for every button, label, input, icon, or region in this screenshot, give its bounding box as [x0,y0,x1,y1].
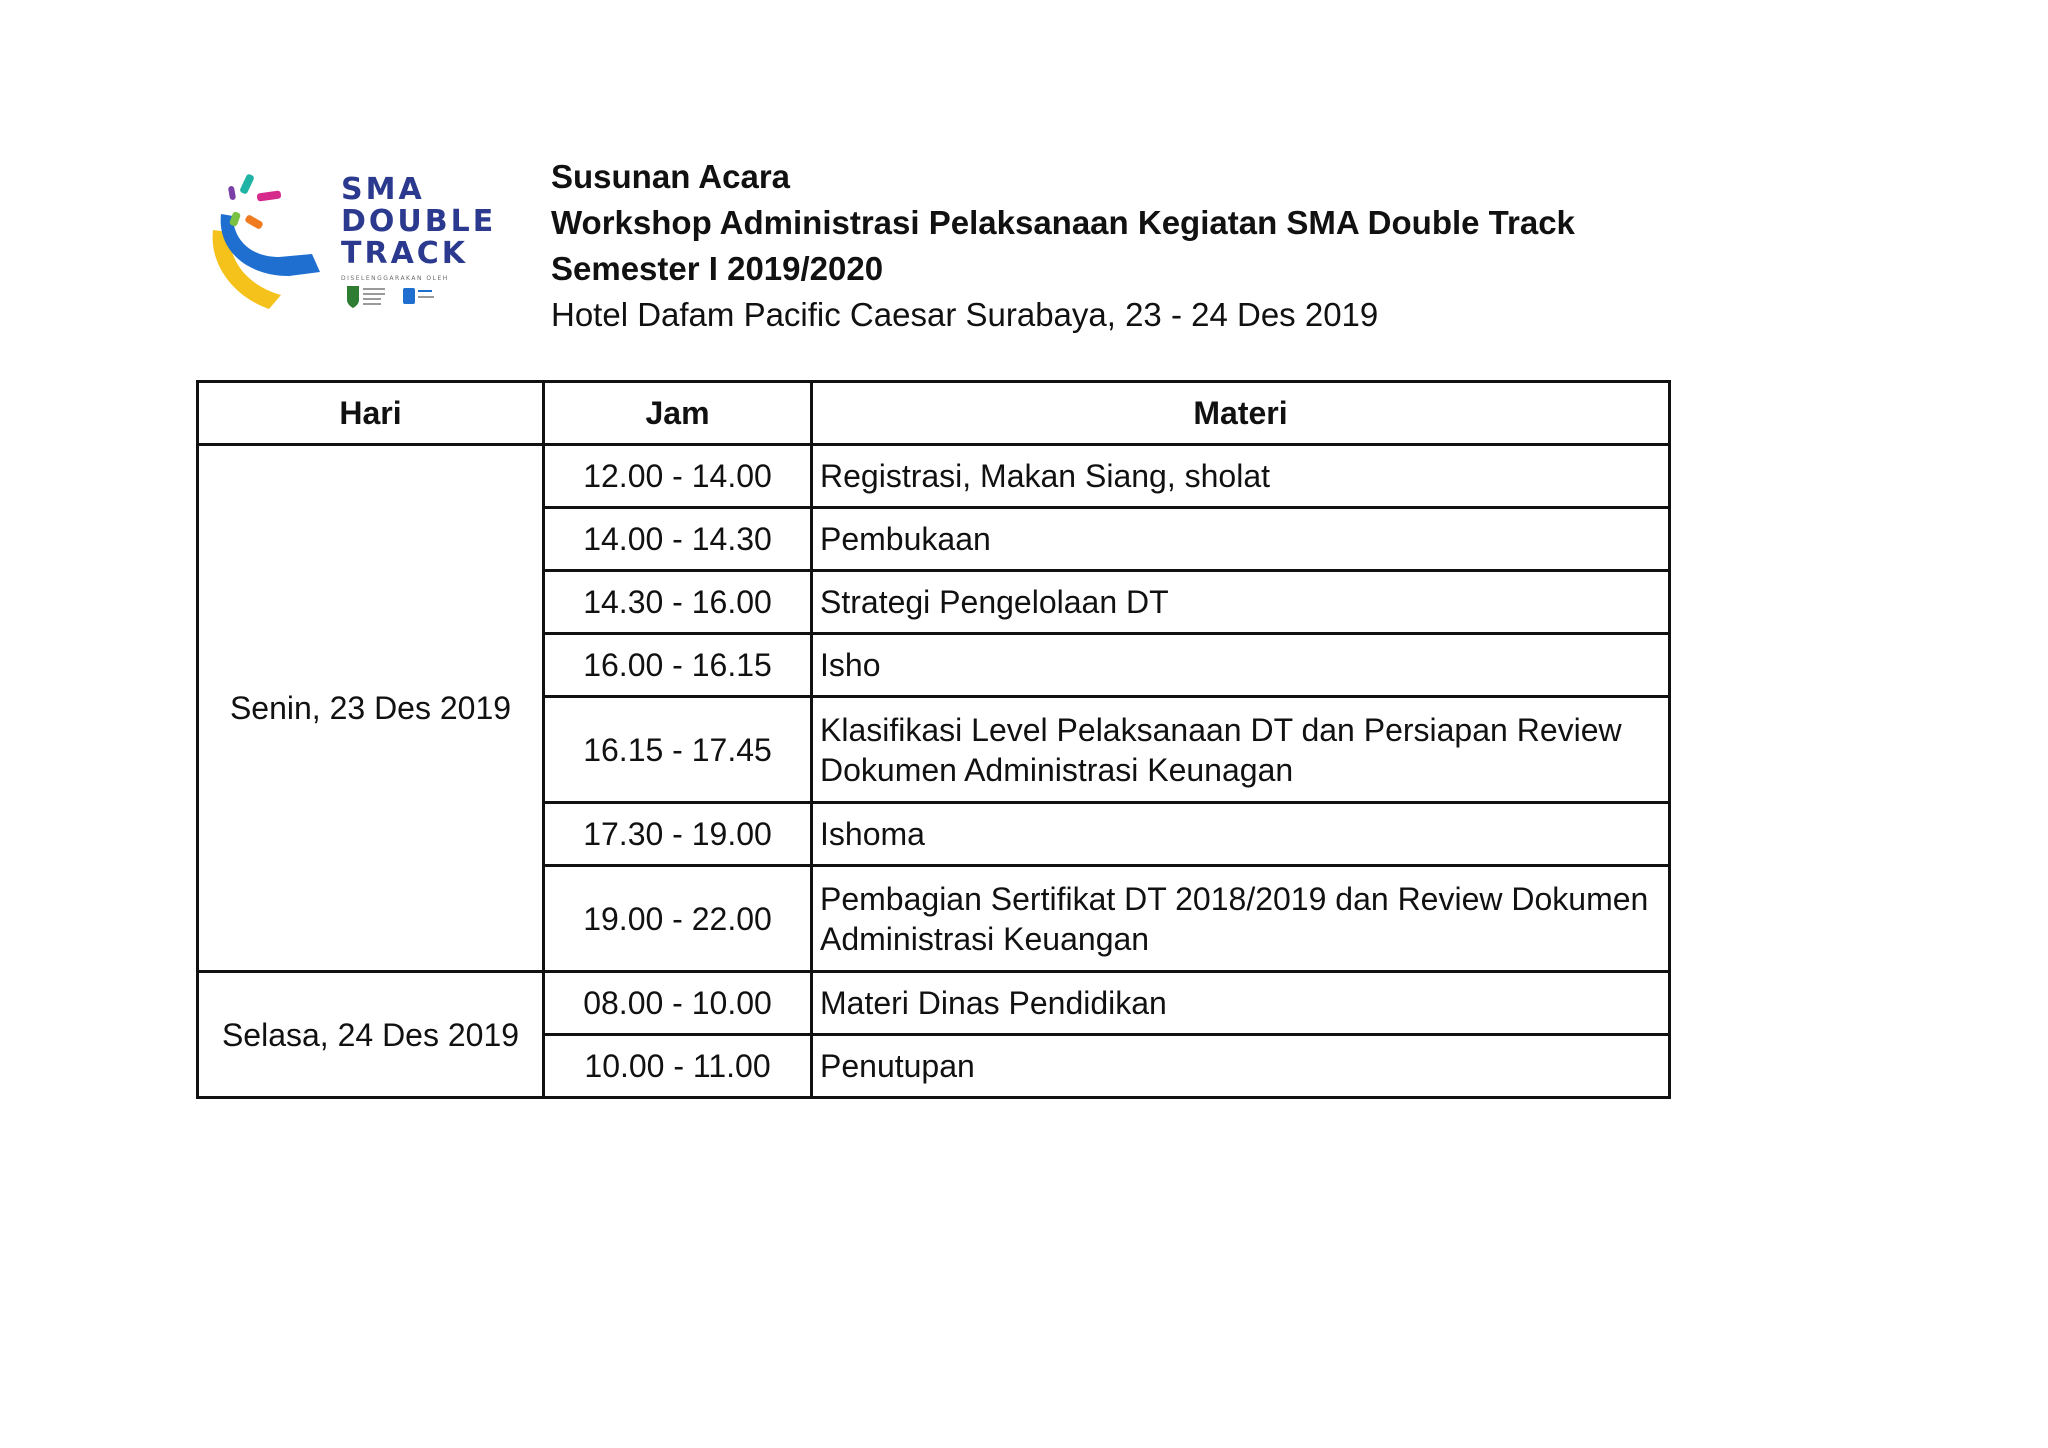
column-header-hari: Hari [198,382,544,445]
column-header-materi: Materi [812,382,1670,445]
topic-cell: Isho [812,634,1670,697]
organizer-text-placeholder-shape [363,298,381,300]
topic-cell: Pembagian Sertifikat DT 2018/2019 dan Review Dokumen Administrasi Keuangan [812,866,1670,972]
organizer-text-placeholder-shape [363,288,385,290]
logo-stroke-purple-shape [228,186,236,201]
topic-cell: Registrasi, Makan Siang, sholat [812,445,1670,508]
header-workshop-name: Workshop Administrasi Pelaksanaan Kegiatan SMA Double Track [551,204,1575,241]
header-semester: Semester I 2019/2020 [551,250,884,287]
topic-cell: Klasifikasi Level Pelaksanaan DT dan Persiapan Review Dokumen Administrasi Keunagan [812,697,1670,803]
topic-cell: Penutupan [812,1035,1670,1098]
table-row [198,445,1670,508]
time-cell: 17.30 - 19.00 [544,803,812,866]
time-cell: 16.00 - 16.15 [544,634,812,697]
header-location: Hotel Dafam Pacific Caesar Surabaya, 23 - 24 Des 2019 [551,296,1379,333]
organizer-text-placeholder-shape [363,293,385,295]
header-title: Susunan Acara [551,158,791,195]
logo-title-sma: SMA [341,172,425,207]
partner-emblem-icon [403,288,415,304]
time-cell: 12.00 - 14.00 [544,445,812,508]
sma-double-track-logo [207,168,497,318]
topic-cell: Ishoma [812,803,1670,866]
topic-cell: Strategi Pengelolaan DT [812,571,1670,634]
document-header [551,160,1575,342]
day-cell-senin: Senin, 23 Des 2019 [198,445,544,972]
column-header-jam: Jam [544,382,812,445]
partner-text-placeholder-shape [418,296,434,298]
topic-cell: Materi Dinas Pendidikan [812,972,1670,1035]
logo-title-double: DOUBLE [341,204,497,239]
table-header-row [198,382,1670,445]
logo-stroke-orange-shape [244,214,264,230]
schedule-table [196,380,1671,1099]
time-cell: 19.00 - 22.00 [544,866,812,972]
time-cell: 16.15 - 17.45 [544,697,812,803]
time-cell: 08.00 - 10.00 [544,972,812,1035]
logo-title-track: TRACK [341,236,469,271]
time-cell: 14.00 - 14.30 [544,508,812,571]
day-cell-selasa: Selasa, 24 Des 2019 [198,972,544,1098]
time-cell: 14.30 - 16.00 [544,571,812,634]
organizer-emblem-icon [347,286,359,308]
topic-cell: Pembukaan [812,508,1670,571]
logo-stroke-magenta-shape [257,190,282,201]
logo-stroke-teal-shape [239,173,255,195]
organizer-text-placeholder-shape [363,303,381,305]
logo-organizer-caption: DISELENGGARAKAN OLEH [341,275,449,282]
table-row [198,972,1670,1035]
time-cell: 10.00 - 11.00 [544,1035,812,1098]
partner-text-placeholder-shape [418,290,432,292]
